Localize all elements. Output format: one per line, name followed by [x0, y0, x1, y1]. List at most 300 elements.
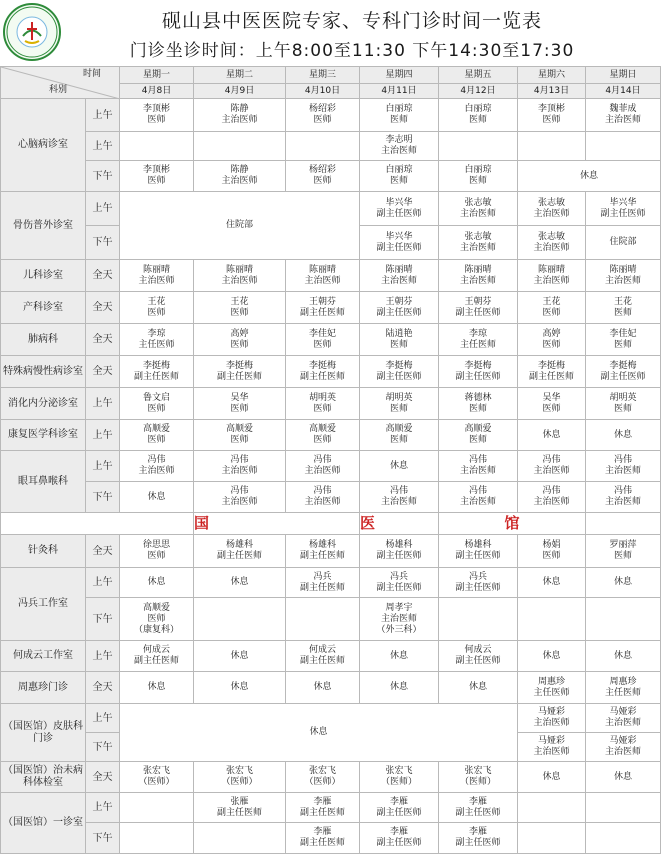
doctor-name: 冯伟	[613, 455, 632, 465]
doctor-dept: （康复科）	[133, 624, 179, 635]
doctor-name: 李挺梅	[142, 360, 170, 371]
doctor-title: 主治医师	[459, 497, 496, 507]
doctor-title: 副主任医师	[376, 307, 422, 318]
schedule-cell	[586, 762, 661, 793]
status-text: 休息	[542, 771, 561, 782]
status-text: 休息	[613, 650, 632, 661]
doctor-name: 王花	[542, 296, 561, 307]
status-text: 休息	[147, 577, 166, 587]
doctor-name: 冯伟	[313, 455, 332, 465]
doctor-title: 副主任医师	[455, 371, 501, 382]
status-text: 休息	[147, 682, 166, 692]
schedule-cell	[586, 641, 661, 672]
schedule-cell	[194, 793, 286, 823]
doctor-title: 医师	[147, 551, 166, 561]
doctor-name: 冯伟	[313, 486, 332, 496]
schedule-cell	[586, 99, 661, 132]
doctor-title: 主治医师	[138, 275, 175, 286]
schedule-cell	[360, 598, 439, 641]
doctor-title: 医师	[313, 339, 332, 350]
doctor-name: 吴华	[542, 392, 561, 403]
schedule-cell	[586, 292, 661, 324]
doctor-name: 李志明	[385, 135, 413, 145]
doctor-title: （医师）	[221, 777, 258, 787]
doctor-name: 白丽琼	[464, 104, 492, 114]
doctor-name: 杨雄科	[464, 540, 492, 550]
doctor-title: 主治医师	[604, 466, 641, 476]
schedule-cell	[360, 823, 439, 854]
doctor-title: 副主任医师	[299, 307, 345, 318]
doctor-title: 副主任医师	[133, 371, 179, 382]
doctor-title: 副主任医师	[299, 838, 345, 848]
doctor-name: 陈丽晴	[385, 264, 413, 275]
status-text: 休息	[613, 429, 632, 440]
doctor-title: 医师	[147, 613, 166, 624]
doctor-title: 主治医师	[459, 242, 496, 253]
doctor-name: 冯兵	[389, 571, 408, 582]
doctor-title: 副主任医师	[376, 838, 422, 848]
schedule-cell	[586, 388, 661, 420]
doctor-name: 高婷	[542, 328, 561, 339]
date-header: 4月11日	[360, 84, 439, 99]
doctor-title: 副主任医师	[455, 807, 501, 818]
doctor-title: 医师	[389, 176, 408, 186]
schedule-cell	[194, 641, 286, 672]
doctor-name: 张宏飞	[308, 766, 336, 776]
doctor-title: 主治医师	[604, 747, 641, 757]
schedule-cell	[439, 192, 518, 226]
doctor-name: 杨娟	[542, 540, 561, 550]
schedule-cell	[286, 451, 360, 482]
dept-name: 消化内分泌诊室	[1, 388, 86, 420]
schedule-cell	[518, 762, 586, 793]
schedule-cell	[194, 672, 286, 704]
status-text: 休息	[542, 650, 561, 661]
schedule-cell	[360, 99, 439, 132]
doctor-title: 医师	[389, 403, 408, 414]
doctor-name: 王朝芬	[385, 296, 413, 307]
doctor-name: 何成云	[464, 645, 492, 655]
schedule-cell	[439, 260, 518, 292]
schedule-cell	[286, 641, 360, 672]
schedule-cell	[518, 641, 586, 672]
doctor-name: 陈丽晴	[537, 264, 565, 275]
doctor-name: 高顺爱	[142, 424, 170, 434]
schedule-cell	[286, 482, 360, 513]
day-header: 星期二	[194, 67, 286, 84]
corner-cell	[1, 67, 120, 99]
doctor-name: 高婷	[230, 328, 249, 339]
schedule-cell	[194, 260, 286, 292]
status-text: 休息	[230, 577, 249, 587]
doctor-title: 主治医师	[221, 466, 258, 476]
schedule-cell	[439, 324, 518, 356]
doctor-name: 王花	[147, 296, 166, 307]
doctor-name: 杨雄科	[385, 540, 413, 550]
period-label: 上午	[86, 132, 120, 161]
period-label: 全天	[86, 292, 120, 324]
doctor-title: 医师	[147, 435, 166, 445]
doctor-title: 主治医师	[138, 466, 175, 476]
doctor-name: 李雁	[468, 796, 487, 807]
schedule-cell	[518, 324, 586, 356]
status-text: 休息	[389, 460, 408, 471]
schedule-cell	[286, 762, 360, 793]
period-label: 上午	[86, 192, 120, 226]
doctor-title: 主治医师	[380, 146, 417, 156]
doctor-title: 医师	[313, 435, 332, 445]
doctor-name: 杨雄科	[308, 540, 336, 550]
doctor-title: 主任医师	[138, 339, 175, 350]
schedule-cell	[120, 356, 194, 388]
corner-time-label: 时间	[82, 69, 101, 79]
schedule-cell	[194, 292, 286, 324]
doctor-name: 李顶彬	[537, 104, 565, 114]
doctor-title: 医师	[389, 339, 408, 350]
doctor-title: 主任医师	[459, 339, 496, 350]
doctor-dept: （外三科）	[376, 624, 422, 635]
schedule-cell	[360, 568, 439, 598]
schedule-cell	[518, 388, 586, 420]
date-header: 4月8日	[120, 84, 194, 99]
doctor-name: 冯伟	[468, 455, 487, 465]
corner-dept-label: 科别	[49, 85, 68, 95]
doctor-name: 李雁	[389, 796, 408, 807]
doctor-title: 主治医师	[380, 275, 417, 286]
doctor-title: 副主任医师	[216, 371, 262, 382]
schedule-cell	[120, 598, 194, 641]
period-label: 上午	[86, 388, 120, 420]
doctor-title: 主治医师	[304, 466, 341, 476]
schedule-cell	[586, 568, 661, 598]
doctor-title: 医师	[230, 403, 249, 414]
doctor-name: 陈丽晴	[308, 264, 336, 275]
date-header: 4月13日	[518, 84, 586, 99]
period-label: 全天	[86, 260, 120, 292]
doctor-title: 主治医师	[459, 208, 496, 219]
schedule-cell	[586, 733, 661, 762]
date-header: 4月9日	[194, 84, 286, 99]
doctor-title: 副主任医师	[600, 208, 646, 219]
schedule-cell	[439, 451, 518, 482]
schedule-cell	[360, 672, 439, 704]
schedule-cell	[518, 226, 586, 260]
doctor-name: 李挺梅	[537, 360, 565, 371]
schedule-cell	[120, 324, 194, 356]
period-label: 下午	[86, 482, 120, 513]
doctor-title: 医师	[230, 435, 249, 445]
doctor-title: 主治医师	[304, 497, 341, 507]
schedule-cell	[286, 388, 360, 420]
doctor-title: 医师	[613, 307, 632, 318]
doctor-name: 周惠珍	[537, 676, 565, 687]
doctor-title: 主治医师	[533, 242, 570, 253]
schedule-cell	[586, 420, 661, 451]
schedule-cell	[586, 324, 661, 356]
doctor-name: 冯兵	[313, 571, 332, 582]
hospital-logo	[3, 3, 61, 61]
doctor-title: 主治医师	[459, 275, 496, 286]
period-label: 上午	[86, 451, 120, 482]
doctor-title: 副主任医师	[600, 371, 646, 382]
doctor-title: 主治医师	[604, 115, 641, 125]
schedule-cell	[120, 451, 194, 482]
period-label: 上午	[86, 793, 120, 823]
schedule-cell	[439, 99, 518, 132]
schedule-cell	[439, 793, 518, 823]
schedule-cell	[439, 420, 518, 451]
doctor-name: 吴华	[230, 392, 249, 403]
schedule-cell	[194, 568, 286, 598]
doctor-name: 陈丽晴	[142, 264, 170, 275]
doctor-title: 副主任医师	[376, 242, 422, 253]
schedule-cell	[360, 292, 439, 324]
doctor-name: 冯伟	[230, 486, 249, 496]
schedule-cell	[439, 641, 518, 672]
schedule-cell	[286, 356, 360, 388]
doctor-title: 医师	[389, 435, 408, 445]
doctor-title: 主治医师	[221, 115, 258, 125]
doctor-title: 副主任医师	[299, 371, 345, 382]
header	[0, 0, 640, 66]
doctor-title: 医师	[147, 307, 166, 318]
schedule-cell	[518, 99, 586, 132]
doctor-title: 主治医师	[533, 718, 570, 728]
doctor-name: 杨绍彩	[308, 165, 336, 175]
schedule-cell	[120, 161, 194, 192]
period-label: 上午	[86, 568, 120, 598]
schedule-cell	[120, 292, 194, 324]
doctor-name: 马娅彩	[537, 736, 565, 746]
schedule-cell	[360, 451, 439, 482]
doctor-name: 高顺爱	[385, 424, 413, 434]
schedule-cell	[586, 672, 661, 704]
dept-name: 肺病科	[1, 324, 86, 356]
schedule-cell	[586, 260, 661, 292]
doctor-title: 医师	[468, 176, 487, 186]
status-text: 住院部	[609, 237, 637, 247]
day-header: 星期一	[120, 67, 194, 84]
period-label: 全天	[86, 356, 120, 388]
schedule-cell	[286, 568, 360, 598]
doctor-name: 张志敏	[537, 197, 565, 208]
doctor-name: 杨雄科	[225, 540, 253, 550]
page-title: 砚山县中医医院专家、专科门诊时间一览表	[161, 10, 542, 32]
schedule-cell	[120, 99, 194, 132]
period-label: 全天	[86, 672, 120, 704]
schedule-cell	[120, 672, 194, 704]
schedule-cell	[120, 192, 360, 260]
schedule-cell	[439, 672, 518, 704]
schedule-cell	[518, 192, 586, 226]
status-text: 休息	[230, 650, 249, 661]
guoyiguan-char: 国	[194, 513, 360, 535]
doctor-title: 副主任医师	[299, 807, 345, 818]
doctor-title: 主治医师	[380, 613, 417, 624]
doctor-name: 张宏飞	[142, 766, 170, 776]
doctor-name: 高顺爱	[142, 602, 170, 613]
schedule-cell	[518, 482, 586, 513]
schedule-cell	[518, 733, 586, 762]
doctor-name: 白丽琼	[385, 104, 413, 114]
doctor-title: 副主任医师	[133, 656, 179, 666]
status-text: 住院部	[225, 220, 253, 230]
doctor-title: 主治医师	[533, 275, 570, 286]
doctor-name: 张志敏	[464, 197, 492, 208]
day-header: 星期四	[360, 67, 439, 84]
doctor-title: 医师	[613, 403, 632, 414]
dept-name: 眼耳鼻喉科	[1, 451, 86, 513]
doctor-title: 医师	[389, 115, 408, 125]
doctor-name: 李佳妃	[308, 328, 336, 339]
doctor-title: 医师	[468, 115, 487, 125]
doctor-title: （医师）	[304, 777, 341, 787]
status-text: 休息	[613, 771, 632, 782]
day-header: 星期日	[586, 67, 661, 84]
page-subtitle: 门诊坐诊时间：上午8:00至11:30 下午14:30至17:30	[129, 41, 575, 61]
doctor-title: 医师	[613, 339, 632, 350]
doctor-name: 杨绍彩	[308, 104, 336, 114]
status-text: 休息	[389, 650, 408, 661]
doctor-title: 医师	[542, 339, 561, 350]
period-label: 下午	[86, 733, 120, 762]
schedule-cell	[360, 192, 439, 226]
doctor-title: 医师	[542, 307, 561, 318]
schedule-cell	[360, 356, 439, 388]
schedule-cell	[360, 161, 439, 192]
schedule-cell	[360, 641, 439, 672]
schedule-cell	[439, 535, 518, 568]
doctor-title: 医师	[313, 403, 332, 414]
doctor-name: 冯伟	[468, 486, 487, 496]
schedule-cell	[586, 482, 661, 513]
schedule-cell	[518, 356, 586, 388]
schedule-cell	[286, 672, 360, 704]
doctor-title: 主治医师	[459, 466, 496, 476]
status-text: 休息	[542, 429, 561, 440]
status-text: 休息	[542, 577, 561, 587]
schedule-cell	[586, 226, 661, 260]
doctor-name: 胡明英	[385, 392, 413, 403]
schedule-cell	[360, 132, 439, 161]
doctor-title: 主任医师	[533, 687, 570, 698]
doctor-name: 张雁	[230, 796, 249, 807]
doctor-name: 周惠珍	[609, 676, 637, 687]
period-label: 上午	[86, 420, 120, 451]
doctor-name: 王花	[613, 296, 632, 307]
doctor-name: 陈丽晴	[609, 264, 637, 275]
doctor-title: 副主任医师	[376, 208, 422, 219]
doctor-name: 王朝芬	[308, 296, 336, 307]
doctor-name: 冯伟	[389, 486, 408, 496]
doctor-name: 张宏飞	[385, 766, 413, 776]
period-label: 上午	[86, 704, 120, 733]
doctor-title: 副主任医师	[299, 551, 345, 561]
status-text: 休息	[468, 682, 487, 692]
doctor-title: 医师	[468, 403, 487, 414]
schedule-cell	[439, 226, 518, 260]
doctor-name: 魏菲成	[609, 104, 637, 114]
doctor-name: 毕兴华	[385, 197, 413, 208]
doctor-title: 副主任医师	[216, 551, 262, 561]
doctor-title: 医师	[313, 115, 332, 125]
schedule-cell	[518, 672, 586, 704]
schedule-cell	[360, 762, 439, 793]
schedule-cell	[120, 762, 194, 793]
schedule-cell	[194, 356, 286, 388]
doctor-name: 张志敏	[464, 231, 492, 242]
doctor-name: 白丽琼	[385, 165, 413, 175]
doctor-title: 医师	[147, 403, 166, 414]
doctor-name: 徐思思	[142, 540, 170, 550]
day-header: 星期六	[518, 67, 586, 84]
doctor-title: 副主任医师	[455, 838, 501, 848]
doctor-name: 李挺梅	[308, 360, 336, 371]
dept-name: 心脑病诊室	[1, 99, 86, 192]
schedule-cell	[194, 451, 286, 482]
doctor-name: 李雁	[468, 827, 487, 837]
doctor-name: 张志敏	[537, 231, 565, 242]
status-text: 休息	[579, 170, 598, 181]
period-label: 全天	[86, 762, 120, 793]
schedule-table	[0, 66, 661, 854]
doctor-title: （医师）	[459, 777, 496, 787]
doctor-name: 马娅彩	[537, 707, 565, 717]
schedule-cell	[360, 420, 439, 451]
dept-name: （国医馆）治未病科体检室	[1, 762, 86, 793]
schedule-cell	[439, 356, 518, 388]
doctor-name: 李挺梅	[385, 360, 413, 371]
doctor-name: 王朝芬	[464, 296, 492, 307]
schedule-cell	[120, 482, 194, 513]
period-label: 全天	[86, 535, 120, 568]
schedule-cell	[286, 99, 360, 132]
doctor-title: 医师	[230, 339, 249, 350]
schedule-cell	[439, 823, 518, 854]
doctor-title: 主治医师	[221, 275, 258, 286]
doctor-title: 主治医师	[604, 275, 641, 286]
schedule-cell	[518, 535, 586, 568]
doctor-title: 副主任医师	[376, 551, 422, 561]
schedule-cell	[439, 568, 518, 598]
doctor-name: 张宏飞	[464, 766, 492, 776]
doctor-name: 蒋德林	[464, 392, 492, 403]
doctor-name: 张宏飞	[225, 766, 253, 776]
schedule-cell	[286, 823, 360, 854]
date-header: 4月10日	[286, 84, 360, 99]
doctor-title: 副主任医师	[376, 371, 422, 382]
schedule-cell	[586, 451, 661, 482]
doctor-name: 高顺爱	[225, 424, 253, 434]
schedule-cell	[360, 388, 439, 420]
doctor-name: 马娅彩	[609, 736, 637, 746]
doctor-name: 何成云	[142, 645, 170, 655]
schedule-cell	[518, 161, 661, 192]
schedule-cell	[194, 99, 286, 132]
schedule-cell	[286, 292, 360, 324]
doctor-title: 副主任医师	[455, 656, 501, 666]
day-header: 星期五	[439, 67, 518, 84]
dept-name: 特殊病慢性病诊室	[1, 356, 86, 388]
schedule-cell	[360, 535, 439, 568]
schedule-cell	[518, 451, 586, 482]
schedule-cell	[120, 568, 194, 598]
doctor-title: 主任医师	[604, 687, 641, 698]
schedule-cell	[120, 641, 194, 672]
schedule-cell	[586, 192, 661, 226]
doctor-title: 副主任医师	[299, 656, 345, 666]
dept-name: 产科诊室	[1, 292, 86, 324]
